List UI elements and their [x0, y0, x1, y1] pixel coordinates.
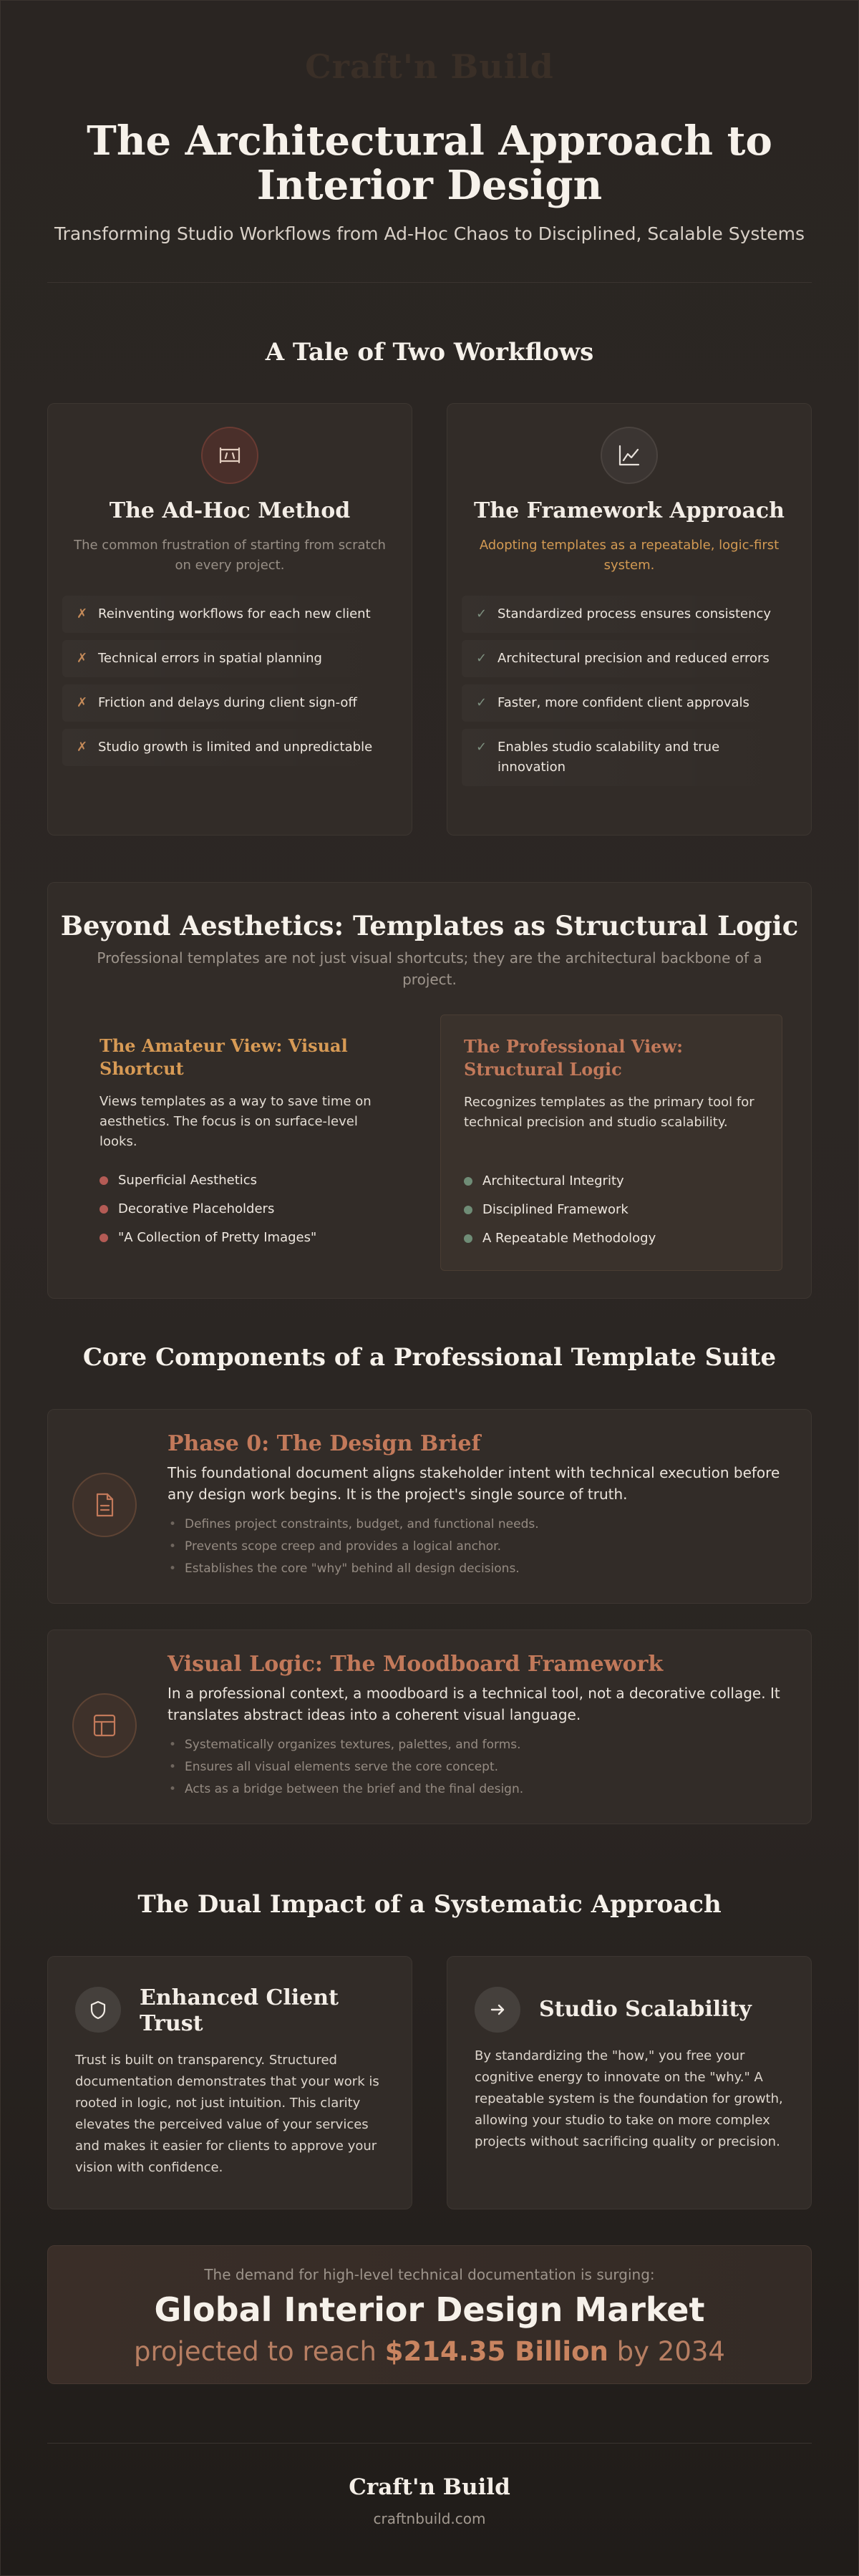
adhoc-list: [62, 596, 397, 773]
layout-icon: [72, 1693, 137, 1758]
list-item: • Ensures all visual elements serve the core concept.: [168, 1756, 785, 1778]
footer-brand: Craft'n Build: [349, 2474, 510, 2500]
page-subtitle: Transforming Studio Workflows from Ad-Hoc Chaos to Disciplined, Scalable Systems: [54, 223, 805, 244]
component-body: [168, 1652, 785, 1801]
amateur-view-title: The Amateur View: Visual Shortcut: [100, 1035, 348, 1079]
component-card-design-brief: [47, 1409, 812, 1604]
list-item: Architectural Integrity: [464, 1171, 765, 1191]
adhoc-card: [47, 403, 412, 836]
scalability-card: [447, 1956, 812, 2209]
divider: [47, 282, 812, 283]
impact-title: The Dual Impact of a Systematic Approach: [137, 1890, 722, 1919]
shield-icon: [75, 1987, 121, 2033]
structural-logic-subtitle: Professional templates are not just visual shortcuts; they are the architectural backbone of a project.: [97, 949, 762, 988]
framework-list: [462, 596, 797, 793]
check-mark-icon: ✓: [476, 695, 487, 710]
list-item: "A Collection of Pretty Images": [100, 1228, 386, 1248]
components-title: Core Components of a Professional Template Suite: [82, 1343, 777, 1372]
client-trust-card: [47, 1956, 412, 2209]
workflows-title: A Tale of Two Workflows: [265, 338, 594, 367]
list-item: ✗ Technical errors in spatial planning: [62, 640, 397, 677]
component-text: In a professional context, a moodboard is a technical tool, not a decorative collage. It translates abstract ideas into a coherent visual language.: [168, 1685, 780, 1723]
market-amount: $214.35 Billion: [384, 2336, 608, 2367]
scalability-title: Studio Scalability: [539, 1997, 752, 2022]
adhoc-description: The common frustration of starting from scratch on every project.: [74, 538, 386, 573]
broken-frame-icon: [201, 427, 258, 484]
component-title: Phase 0: The Design Brief: [168, 1431, 481, 1456]
component-text: This foundational document aligns stakeholder intent with technical execution before any design work begins. It is the project's single source of truth.: [168, 1464, 780, 1503]
list-item: ✗ Reinventing workflows for each new client: [62, 596, 397, 633]
scalability-text: By standardizing the "how," you free your cognitive energy to innovate on the "why." A repeatable system is the foundation for growth, allowing your studio to take on more complex projects without sacrificing quality or precision.: [475, 2048, 783, 2149]
structural-logic-panel: [47, 882, 812, 1299]
adhoc-title: The Ad-Hoc Method: [109, 498, 351, 523]
framework-card: [447, 403, 812, 836]
amateur-list: [100, 1171, 386, 1248]
list-item: ✓ Standardized process ensures consistency: [462, 596, 797, 633]
amateur-view-text: Views templates as a way to save time on aesthetics. The focus is on surface-level looks.: [100, 1094, 372, 1149]
list-item: • Defines project constraints, budget, and functional needs.: [168, 1514, 785, 1536]
market-banner: [47, 2245, 812, 2384]
list-item: Superficial Aesthetics: [100, 1171, 386, 1191]
professional-view: [464, 1035, 765, 1257]
list-item: • Systematically organizes textures, palettes, and forms.: [168, 1734, 785, 1756]
x-mark-icon: ✗: [77, 695, 88, 710]
component-bullets: [168, 1514, 785, 1580]
list-item: • Acts as a bridge between the brief and the final design.: [168, 1778, 785, 1801]
list-item: ✓ Enables studio scalability and true innovation: [462, 729, 797, 786]
professional-view-title: The Professional View: Structural Logic: [464, 1036, 683, 1080]
professional-view-text: Recognizes templates as the primary tool for technical precision and studio scalability.: [464, 1095, 754, 1130]
arrow-right-icon: [475, 1987, 520, 2033]
market-lead: The demand for high-level technical documentation is surging:: [204, 2266, 655, 2283]
check-mark-icon: ✓: [476, 606, 487, 621]
list-item: ✓ Faster, more confident client approvals: [462, 684, 797, 722]
list-item: Decorative Placeholders: [100, 1199, 386, 1219]
component-title: Visual Logic: The Moodboard Framework: [168, 1652, 664, 1677]
x-mark-icon: ✗: [77, 740, 88, 755]
brand-logo: Craft'n Build: [305, 47, 554, 86]
page-title: The Architectural Approach to Interior Design: [87, 117, 772, 209]
footer-divider: [47, 2443, 812, 2444]
list-item: Disciplined Framework: [464, 1200, 765, 1220]
market-projection: projected to reach $214.35 Billion by 2034: [134, 2336, 725, 2367]
list-item: A Repeatable Methodology: [464, 1229, 765, 1249]
professional-list: [464, 1171, 765, 1249]
footer-website-link[interactable]: craftnbuild.com: [373, 2510, 486, 2527]
professional-view-card: [440, 1015, 782, 1271]
framework-description: Adopting templates as a repeatable, logic-first system.: [479, 538, 780, 573]
structural-logic-title: Beyond Aesthetics: Templates as Structural Logic: [60, 910, 799, 941]
client-trust-title: Enhanced Client Trust: [140, 1985, 339, 2036]
list-item: • Establishes the core "why" behind all design decisions.: [168, 1558, 785, 1580]
list-item: ✗ Friction and delays during client sign-off: [62, 684, 397, 722]
component-body: [168, 1431, 785, 1580]
list-item: • Prevents scope creep and provides a logical anchor.: [168, 1536, 785, 1558]
line-chart-icon: [601, 427, 658, 484]
list-item: ✓ Architectural precision and reduced errors: [462, 640, 797, 677]
client-trust-text: Trust is built on transparency. Structured documentation demonstrates that your work is rooted in logic, not just intuition. This clarity elevates the perceived value of your services and makes it easier for clients to approve your vision with confidence.: [75, 2053, 379, 2175]
component-card-moodboard: [47, 1630, 812, 1824]
framework-title: The Framework Approach: [474, 498, 785, 523]
check-mark-icon: ✓: [476, 651, 487, 666]
component-bullets: [168, 1734, 785, 1801]
market-title: Global Interior Design Market: [154, 2290, 705, 2329]
document-icon: [72, 1473, 137, 1537]
check-mark-icon: ✓: [476, 740, 487, 755]
x-mark-icon: ✗: [77, 606, 88, 621]
list-item: ✗ Studio growth is limited and unpredictable: [62, 729, 397, 766]
amateur-view: [100, 1035, 386, 1256]
x-mark-icon: ✗: [77, 651, 88, 666]
